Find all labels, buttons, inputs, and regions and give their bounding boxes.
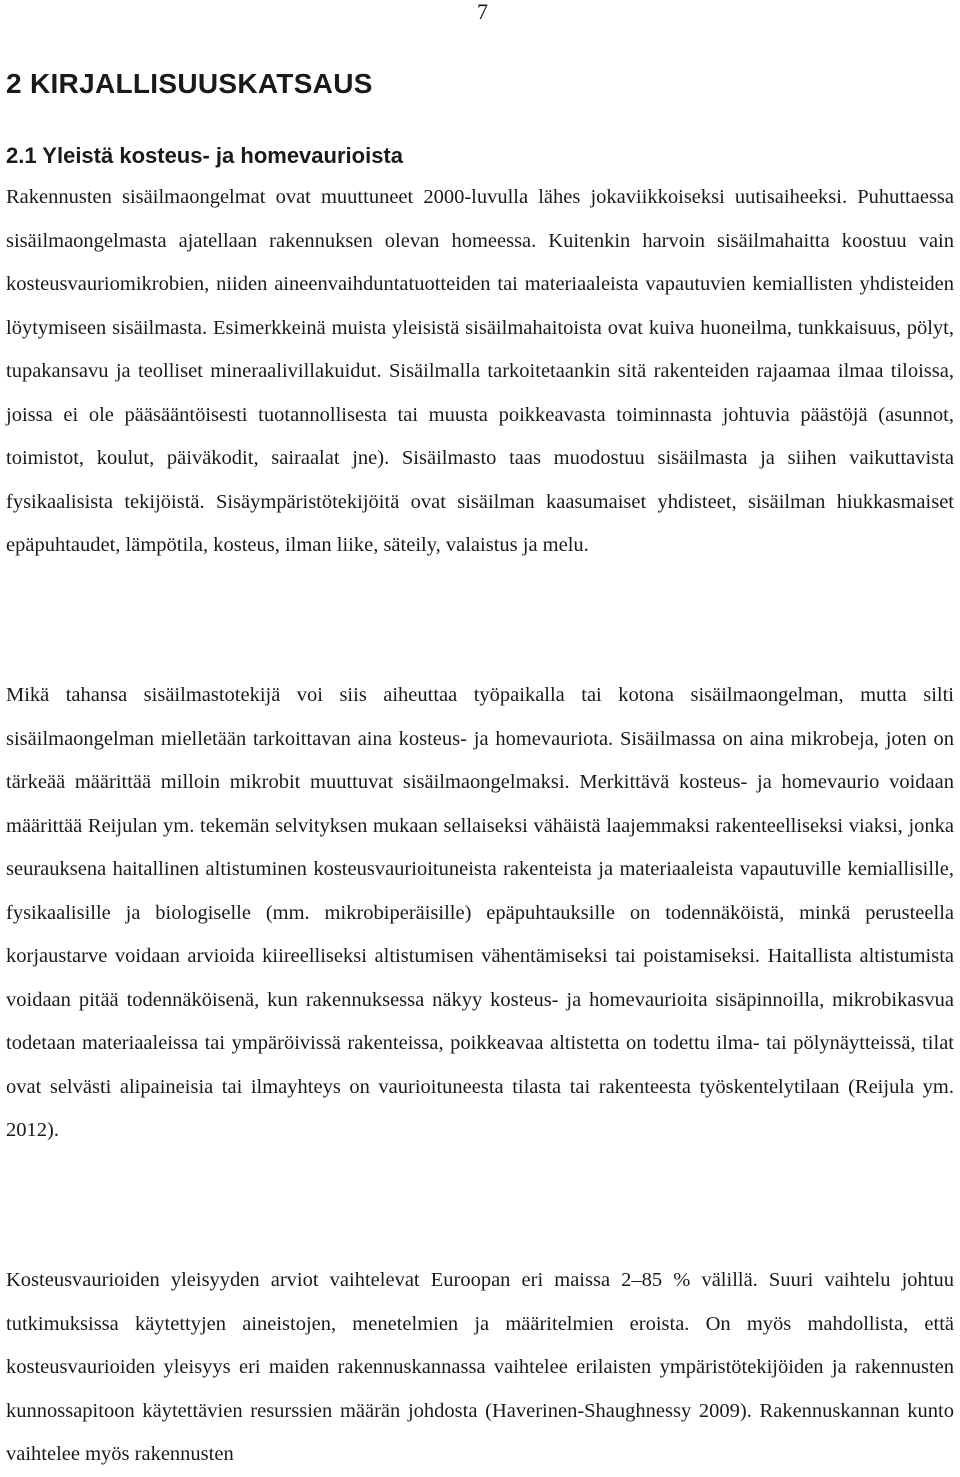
body-paragraph: Rakennusten sisäilmaongelmat ovat muuttuneet 2000-luvulla lähes jokaviikkoiseksi uutisaiheeksi. Puhuttaessa sisäilmaongelmasta ajatellaan rakennuksen olevan homeessa. Kuitenkin harvoin sisäilmahaitta koostuu vain kosteusvauriomikrobien, niiden aineenvaihduntatuotteiden tai materiaaleista vapautuvien kemiallisten yhdisteiden löytymiseen sisäilmasta. Esimerkkeinä muista yleisistä sisäilmahaitoista ovat kuiva huoneilma, tunkkaisuus, pölyt, tupakansavu ja teolliset mineraalivillakuidut. Sisäilmalla tarkoitetaankin sitä rakenteiden rajaamaa ilmaa tiloissa, joissa ei ole pääsääntöisesti tuotannollisesta tai muusta poikkeavasta toiminnasta johtuvia päästöjä (asunnot, toimistot, koulut, päiväkodit, sairaalat jne). Sisäilmasto taas muodostuu sisäilmasta ja siihen vaikuttavista fysikaalisista tekijöistä. Sisäympäristötekijöitä ovat sisäilman kaasumaiset yhdisteet, sisäilman hiukkasmaiset epäpuhtaudet, lämpötila, kosteus, ilman liike, säteily, valaistus ja melu. [6, 186, 954, 556]
chapter-heading: 2 KIRJALLISUUSKATSAUS [6, 68, 373, 99]
body-paragraph: Mikä tahansa sisäilmastotekijä voi siis aiheuttaa työpaikalla tai kotona sisäilmaongelman, mutta silti sisäilmaongelman mielletään tarkoittavan aina kosteus- ja homevauriota. Sisäilmassa on aina mikrobeja, joten on tärkeää määrittää milloin mikrobit muuttuvat sisäilmaongelmaksi. Merkittävä kosteus- ja homevaurio voidaan määrittää Reijulan ym. tekemän selvityksen mukaan sellaiseksi vähäistä laajemmaksi rakenteelliseksi viaksi, jonka seurauksena haitallinen altistuminen kosteusvaurioituneista rakenteista ja materiaaleista vapautuville kemiallisille, fysikaalisille ja biologiselle (mm. mikrobiperäisille) epäpuhtauksille on todennäköistä, minkä perusteella korjaustarve voidaan arvioida kiireelliseksi altistumisen vähentämiseksi tai poistamiseksi. Haitallista altistumista voidaan pitää todennäköisenä, kun rakennuksessa näkyy kosteus- ja homevaurioita sisäpinnoilla, mikrobikasvua todetaan materiaaleissa tai ympäröivissä rakenteissa, poikkeavaa altistetta on todettu ilma- tai pölynäytteissä, tilat ovat selvästi alipaineisia tai ilmayhteys on vaurioituneesta tilasta tai rakenteesta työskentelytilaan (Reijula ym. 2012). [6, 684, 954, 1141]
section-heading: 2.1 Yleistä kosteus- ja homevaurioista [6, 143, 403, 168]
body-paragraph: Kosteusvaurioiden yleisyyden arviot vaihtelevat Euroopan eri maissa 2‒85 % välillä. Suuri vaihtelu johtuu tutkimuksissa käytettyjen aineistojen, menetelmien ja määritelmien eroista. On myös mahdollista, että kosteusvaurioiden yleisyys eri maiden rakennuskannassa vaihtelee erilaisten ympäristötekijöiden ja rakennusten kunnossapitoon käytettävien resurssien määrän johdosta (Haverinen-Shaughnessy 2009). Rakennuskannan kunto vaihtelee myös rakennusten [6, 1269, 954, 1465]
page-number: 7 [477, 0, 488, 24]
